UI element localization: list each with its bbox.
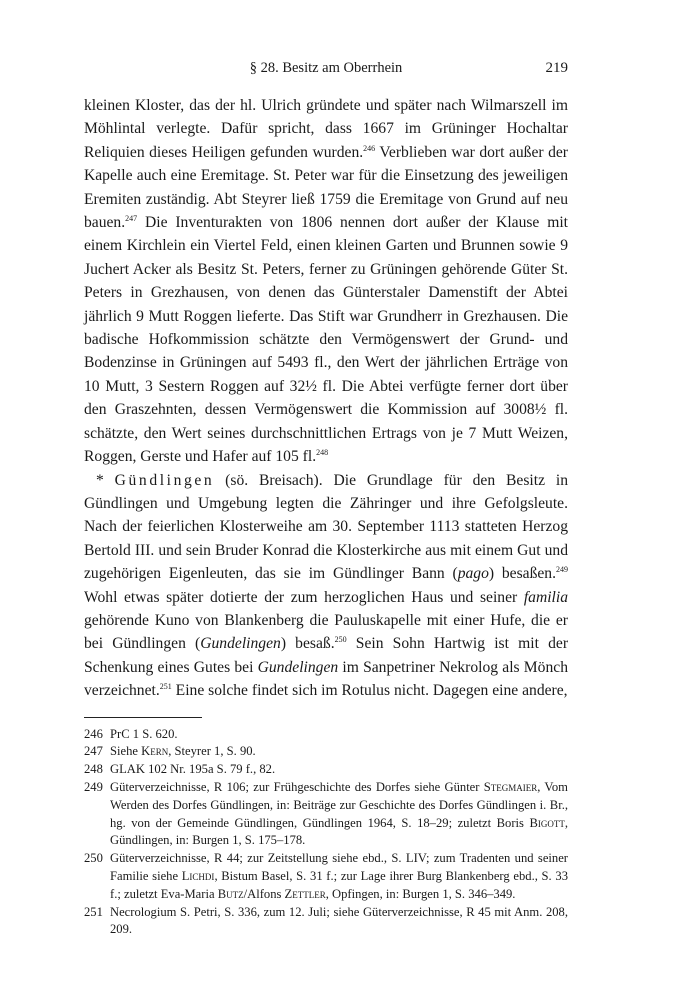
paragraph-gundlingen xyxy=(84,469,568,703)
footnote-ref-248[interactable]: 248 xyxy=(316,448,329,458)
footnote-251 xyxy=(84,904,568,940)
author-name: Lichdi xyxy=(181,868,215,883)
footnote-ref-251[interactable]: 251 xyxy=(159,682,172,692)
footnote-rule xyxy=(84,717,202,718)
footnote-number: 247 xyxy=(84,744,103,759)
footnote-number: 250 xyxy=(84,851,103,866)
text-run: Die Inventurakten von 1806 nennen dort außer der Klause mit einem Kirchlein ein Viertel Feld, einen kleinen Garten und Brunnen sowie 9 Juchert Acker als Besitz St. Peters, ferner zu Grüningen gehörende Güter St. Peters in Grezhausen, von denen das Günterstaler Damenstift der Abtei jährlich 9 Mutt Roggen lieferte. Das Stift war Grundherr in Grezhausen. Die badische Hofkommission schätzte den Vermögenswert der Grund- und Bodenzinse in Grüningen auf 5493 fl., den Wert der jährlichen Erträge von 10 Mutt, 3 Sestern Roggen auf 32½ fl. Die Abtei verfügte ferner dort über den Graszehnten, dessen Vermögenswert die Kommission auf 3008½ fl. schätzte, den Wert seines durchschnittlichen Ertrags von je 7 Mutt Weizen, Roggen, Gerste und Hafer auf 105 fl. xyxy=(84,214,568,466)
main-text xyxy=(84,94,568,703)
footnote-249 xyxy=(84,779,568,850)
text-run: ) besaßen. xyxy=(488,565,556,583)
star-marker: * xyxy=(96,471,115,489)
text-run: Sein Sohn Hartwig ist mit der Schenkung eines Gutes bei xyxy=(84,635,569,676)
footnote-247 xyxy=(84,743,568,761)
paragraph-gruningen xyxy=(84,94,568,469)
footnote-text: Güterverzeichnisse, R 44; zur Zeitstellung siehe ebd., S. LIV; zum Tradenten und seiner Familie siehe xyxy=(110,851,568,883)
author-name: Kern xyxy=(141,744,169,759)
text-run: (sö. Breisach). Die Grundlage für den Besitz in Gündlingen und Umgebung legten die Zähringer und ihre Gefolgsleute. Nach der feierlichen Klosterweihe am 30. September 1113 statteten Herzog Bertold III. und sein Bruder Konrad die Klosterkirche aus mit einem Gut und zugehörigen Eigenleuten, das sie im Gündlinger Bann ( xyxy=(84,471,568,583)
footnote-text: Necrologium S. Petri, S. 336, zum 12. Juli; siehe Güterverzeichnisse, R 45 mit Anm. 208, 209. xyxy=(110,904,568,937)
book-page xyxy=(84,56,568,939)
footnote-250 xyxy=(84,850,568,903)
author-name: Butz xyxy=(217,886,244,901)
italic-term: familia xyxy=(523,588,568,606)
footnote-ref-249[interactable]: 249 xyxy=(556,565,568,575)
text-run: kleinen Kloster, das der hl. Ulrich gründete und später nach Wilmarszell im Möhlintal verlegte. Dafür spricht, dass 1667 im Grüninger Hochaltar Reliquien dieses Heiligen gefunden wurden. xyxy=(84,97,568,161)
text-run: Eine solche findet sich im Rotulus nicht. Dagegen eine andere, xyxy=(171,682,568,700)
footnote-text: Siehe xyxy=(110,744,142,759)
footnote-246 xyxy=(84,726,568,744)
place-name-gundlingen: Gündlingen xyxy=(114,471,215,489)
text-run: im Sanpetriner Nekrolog als Mönch verzeichnet. xyxy=(84,658,568,700)
footnote-ref-250[interactable]: 250 xyxy=(334,635,347,645)
footnote-text: GLAK 102 Nr. 195a S. 79 f., 82. xyxy=(110,762,276,777)
footnote-number: 248 xyxy=(84,762,103,777)
footnote-text: /Alfons xyxy=(243,886,285,901)
text-run: Verblieben war dort außer der Kapelle auch eine Eremitage. St. Peter war für die Einsetzung des jeweiligen Eremiten zuständig. Abt Steyrer ließ 1759 die Eremitage von Grund auf neu bauen. xyxy=(84,143,568,232)
footnotes xyxy=(84,726,568,940)
footnote-number: 251 xyxy=(84,904,103,919)
author-name: Zettler xyxy=(284,886,326,901)
footnote-text: , Vom Werden des Dorfes Gündlingen, in: Beiträge zur Geschichte des Dorfes Gündlingen i. Br., hg. von der Gemeinde Gündlingen, Gündlingen 1964, S. 18–29; zuletzt Boris xyxy=(110,779,568,830)
footnote-ref-246[interactable]: 246 xyxy=(363,143,376,153)
text-run: ) besaß. xyxy=(280,635,335,653)
italic-term: Gundelingen xyxy=(257,658,339,676)
text-run: gehörende Kuno von Blankenberg die Pauluskapelle mit einer Hufe, die er bei Gündlingen ( xyxy=(84,611,568,653)
footnote-text: , Opfingen, in: Burgen 1, S. 346–349. xyxy=(325,886,516,901)
footnote-text: Güterverzeichnisse, R 106; zur Frühgeschichte des Dorfes siehe Günter xyxy=(110,779,484,794)
italic-term: pago xyxy=(457,565,489,583)
footnote-ref-247[interactable]: 247 xyxy=(125,214,138,224)
italic-term: Gundelingen xyxy=(200,635,281,653)
footnote-text: , Steyrer 1, S. 90. xyxy=(168,744,256,759)
running-title: § 28. Besitz am Oberrhein xyxy=(249,60,403,76)
author-name: Bigott xyxy=(529,815,565,830)
author-name: Stegmaier xyxy=(483,779,538,794)
footnote-number: 249 xyxy=(84,779,103,794)
footnote-248 xyxy=(84,761,568,779)
page-number: 219 xyxy=(545,60,568,76)
footnote-number: 246 xyxy=(84,726,103,741)
running-header xyxy=(84,56,568,80)
footnote-text: , Bistum Basel, S. 31 f.; zur Lage ihrer Burg Blankenberg ebd., S. 33 f.; zuletzt Eva-Maria xyxy=(110,868,568,901)
footnote-text: PrC 1 S. 620. xyxy=(110,726,178,741)
footnote-text: , Gündlingen, in: Burgen 1, S. 175–178. xyxy=(110,815,568,848)
text-run: Wohl etwas später dotierte der zum herzoglichen Haus und seiner xyxy=(84,588,524,606)
